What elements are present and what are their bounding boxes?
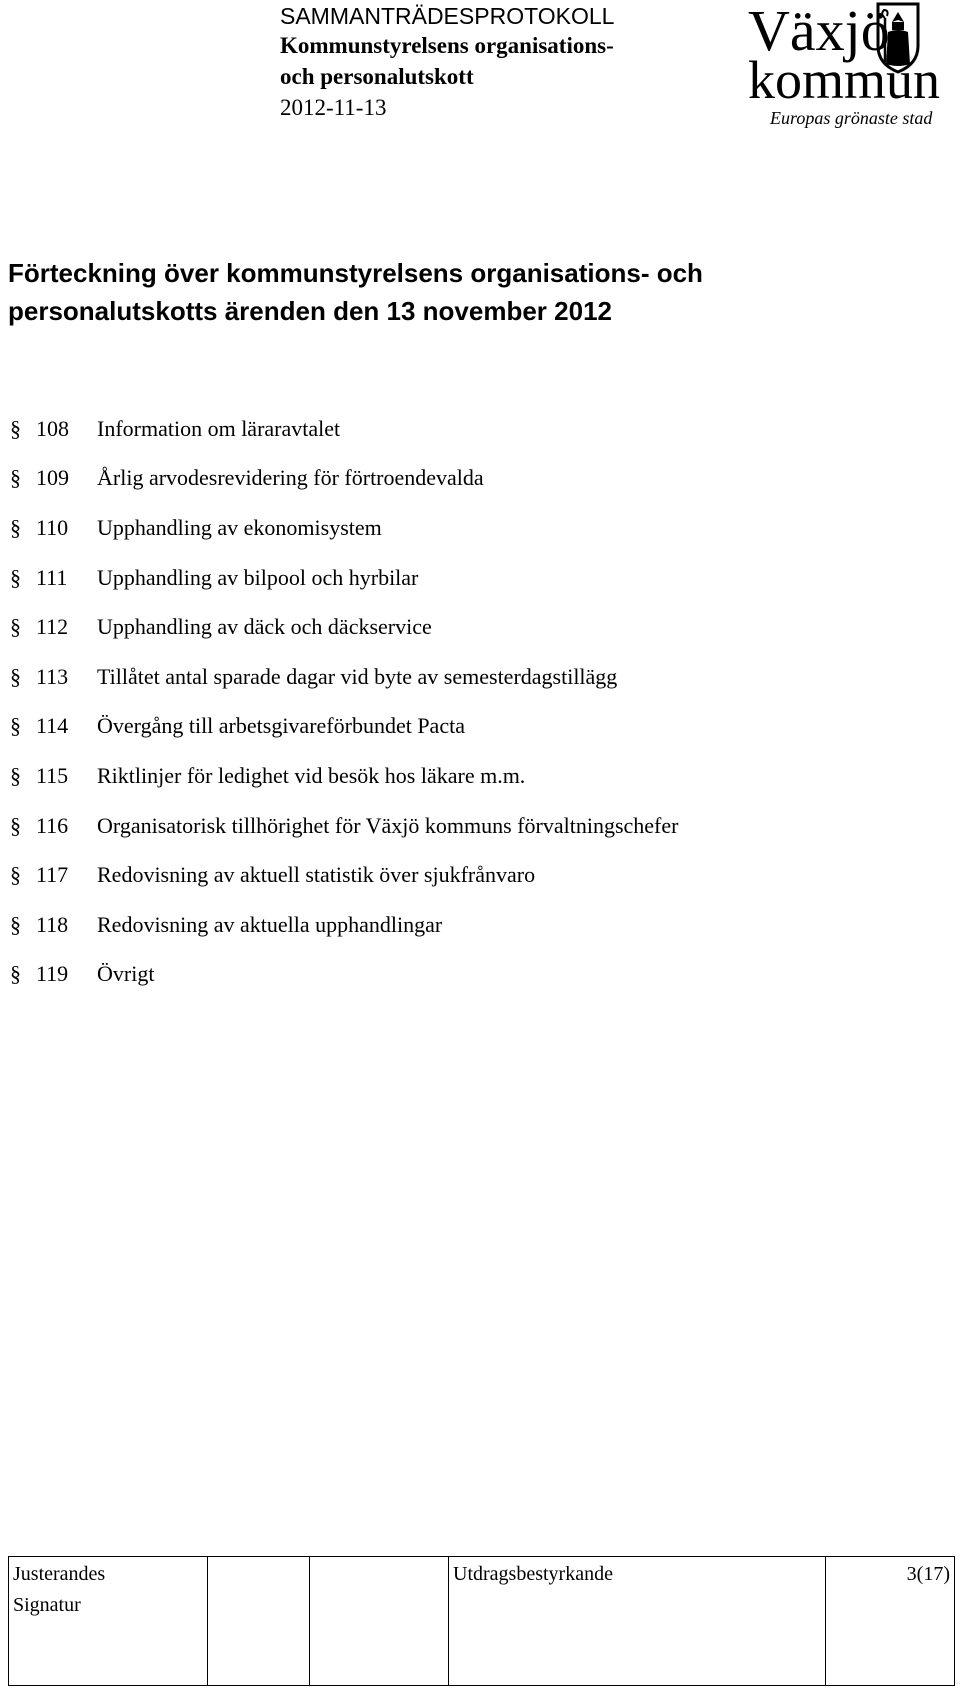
agenda-item-number: 113 bbox=[36, 663, 69, 689]
vaxjo-kommun-logo bbox=[748, 0, 958, 130]
agenda-item-number: 119 bbox=[36, 961, 69, 987]
agenda-item bbox=[10, 404, 950, 454]
agenda-item-number: 117 bbox=[36, 862, 69, 888]
agenda-item-number: 108 bbox=[36, 415, 69, 441]
utdragsbestyrkande-cell bbox=[449, 1557, 826, 1686]
justerandes-signature-cell bbox=[9, 1557, 208, 1686]
logo-name-line2: kommun bbox=[748, 50, 941, 110]
page-title-line1: Förteckning över kommunstyrelsens organisations- och bbox=[8, 258, 703, 288]
agenda-item-number: 114 bbox=[36, 713, 69, 739]
agenda-item-number: 112 bbox=[36, 614, 69, 640]
paragraph-symbol: § bbox=[10, 663, 21, 689]
paragraph-symbol: § bbox=[10, 415, 21, 441]
agenda-item-title: Övergång till arbetsgivareförbundet Pacta bbox=[97, 713, 465, 739]
committee-name-line2: och personalutskott bbox=[280, 64, 474, 89]
agenda-list bbox=[10, 404, 950, 999]
paragraph-symbol: § bbox=[10, 514, 21, 540]
agenda-item-number: 118 bbox=[36, 911, 69, 937]
signature-box bbox=[310, 1557, 449, 1686]
agenda-item bbox=[10, 702, 950, 752]
agenda-item bbox=[10, 950, 950, 1000]
agenda-item-title: Upphandling av ekonomisystem bbox=[97, 514, 382, 540]
agenda-item-title: Redovisning av aktuell statistik över sjukfrånvaro bbox=[97, 862, 536, 888]
utdragsbestyrkande-label: Utdragsbestyrkande bbox=[453, 1563, 613, 1585]
agenda-item-number: 116 bbox=[36, 812, 69, 838]
agenda-item bbox=[10, 553, 950, 603]
signature-box bbox=[208, 1557, 310, 1686]
signature-footer bbox=[8, 1556, 955, 1686]
document-type: SAMMANTRÄDESPROTOKOLL bbox=[280, 3, 615, 29]
agenda-item-number: 109 bbox=[36, 465, 69, 491]
justerandes-label: Justerandes bbox=[13, 1563, 106, 1585]
paragraph-symbol: § bbox=[10, 862, 21, 888]
agenda-item-title: Tillåtet antal sparade dagar vid byte av semesterdagstillägg bbox=[97, 663, 618, 689]
agenda-item-number: 110 bbox=[36, 514, 69, 540]
agenda-item bbox=[10, 900, 950, 950]
agenda-item-number: 115 bbox=[36, 762, 69, 788]
paragraph-symbol: § bbox=[10, 713, 21, 739]
paragraph-symbol: § bbox=[10, 911, 21, 937]
page-title bbox=[8, 254, 948, 330]
agenda-item bbox=[10, 850, 950, 900]
agenda-item bbox=[10, 454, 950, 504]
agenda-item bbox=[10, 751, 950, 801]
agenda-item-title: Information om läraravtalet bbox=[97, 415, 341, 441]
paragraph-symbol: § bbox=[10, 762, 21, 788]
page-number-cell bbox=[826, 1557, 955, 1686]
agenda-item-title: Riktlinjer för ledighet vid besök hos läkare m.m. bbox=[97, 762, 526, 788]
paragraph-symbol: § bbox=[10, 961, 21, 987]
agenda-item-title: Redovisning av aktuella upphandlingar bbox=[97, 911, 443, 937]
agenda-item bbox=[10, 652, 950, 702]
agenda-item-title: Övrigt bbox=[97, 961, 155, 987]
paragraph-symbol: § bbox=[10, 465, 21, 491]
paragraph-symbol: § bbox=[10, 564, 21, 590]
agenda-item-title: Upphandling av bilpool och hyrbilar bbox=[97, 564, 419, 590]
logo-tagline: Europas grönaste stad bbox=[770, 108, 933, 128]
signatur-label: Signatur bbox=[13, 1594, 81, 1616]
paragraph-symbol: § bbox=[10, 614, 21, 640]
agenda-item bbox=[10, 602, 950, 652]
logo-name-line1: Växjö bbox=[748, 0, 890, 63]
committee-name-line1: Kommunstyrelsens organisations- bbox=[280, 33, 614, 58]
agenda-item-number: 111 bbox=[36, 564, 68, 590]
document-header bbox=[280, 2, 720, 123]
page-title-line2: personalutskotts ärenden den 13 november 2012 bbox=[8, 296, 612, 326]
page-number: 3(17) bbox=[906, 1563, 950, 1585]
agenda-item bbox=[10, 503, 950, 553]
paragraph-symbol: § bbox=[10, 812, 21, 838]
agenda-item-title: Organisatorisk tillhörighet för Växjö kommuns förvaltningschefer bbox=[97, 812, 679, 838]
meeting-date: 2012-11-13 bbox=[280, 95, 387, 120]
agenda-item bbox=[10, 801, 950, 851]
agenda-item-title: Upphandling av däck och däckservice bbox=[97, 614, 432, 640]
agenda-item-title: Årlig arvodesrevidering för förtroendevalda bbox=[97, 465, 484, 491]
